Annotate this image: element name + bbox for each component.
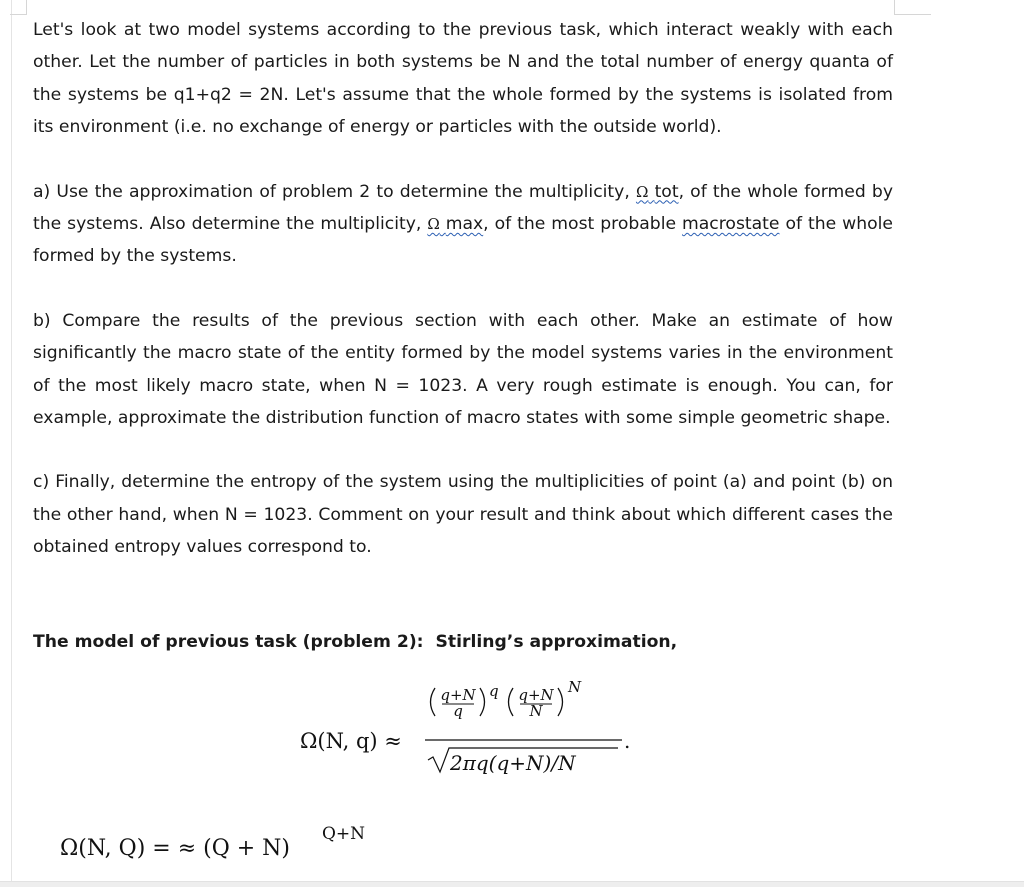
fraction2-denominator: N (529, 702, 543, 720)
fraction1-numerator: q+N (440, 686, 476, 704)
part-a-text-3: , of the most probable (483, 214, 677, 235)
part-a-text-4: of the whole formed by the systems. (33, 214, 893, 267)
bottom-scroll-edge (0, 881, 1024, 887)
part-b-paragraph: b) Compare the results of the previous section with each other. Make an estimate of how significantly the macro state of the entity formed by the model systems varies in the environment of the most likely macro state, when N = 1023. A very rough estimate is enough. You can, for example, approximate the distribution function of macro states with some simple geometric shape. (33, 310, 893, 429)
paren-open-1 (431, 688, 436, 716)
fraction2-numerator: q+N (518, 686, 554, 704)
model-heading: The model of previous task (problem 2): Stirling’s approximation, (33, 632, 678, 652)
multiplicity-formula (60, 812, 400, 872)
formula-lhs: Ω(N, q) ≈ (300, 729, 402, 753)
part-a-text-1: a) Use the approximation of problem 2 to determine the multiplicity, (33, 181, 630, 202)
intro-paragraph: Let's look at two model systems according to the previous task, which interact weakly with each other. Let the number of particles in both systems be N and the total number of energy quanta of the systems be q1+q2 = 2N. Let's assume that the whole formed by the systems is isolated from its environment (i.e. no exchange of energy or particles with the outside world). (33, 20, 893, 138)
formula2-lhs: Ω(N, Q) = ≈ (Q + N) (60, 836, 290, 861)
page-corner-mark-left (10, 0, 27, 15)
page-left-edge (0, 0, 12, 886)
omega-symbol: Ω (635, 182, 649, 201)
exponent-1: q (489, 682, 499, 700)
page-corner-mark-right (894, 0, 931, 15)
spellcheck-word-macrostate: macrostate (682, 214, 780, 235)
formula-denominator: 2πq(q+N)/N (450, 751, 576, 775)
exponent-2: N (568, 678, 582, 696)
omega-symbol: Ω (427, 215, 440, 234)
stirling-formula (300, 678, 640, 778)
fraction1-denominator: q (453, 702, 463, 720)
formula-period: . (624, 729, 631, 753)
omega-tot-sub: tot (654, 181, 679, 202)
formula2-exponent: Q+N (322, 824, 366, 844)
omega-tot-term (636, 182, 679, 202)
document-body (33, 14, 893, 564)
omega-max-term (427, 214, 483, 234)
paren-close-1 (480, 688, 485, 716)
part-a-text-2: , of the whole formed by the systems. Also determine the multiplicity, (33, 181, 893, 235)
omega-max-sub: max (445, 214, 484, 235)
paren-close-2 (558, 688, 563, 716)
part-a-paragraph (33, 176, 893, 273)
paren-open-2 (509, 688, 514, 716)
part-c-paragraph: c) Finally, determine the entropy of the system using the multiplicities of point (a) and point (b) on the other hand, when N = 1023. Comment on your result and think about which different cases the obtained entropy values correspond to. (33, 472, 893, 558)
